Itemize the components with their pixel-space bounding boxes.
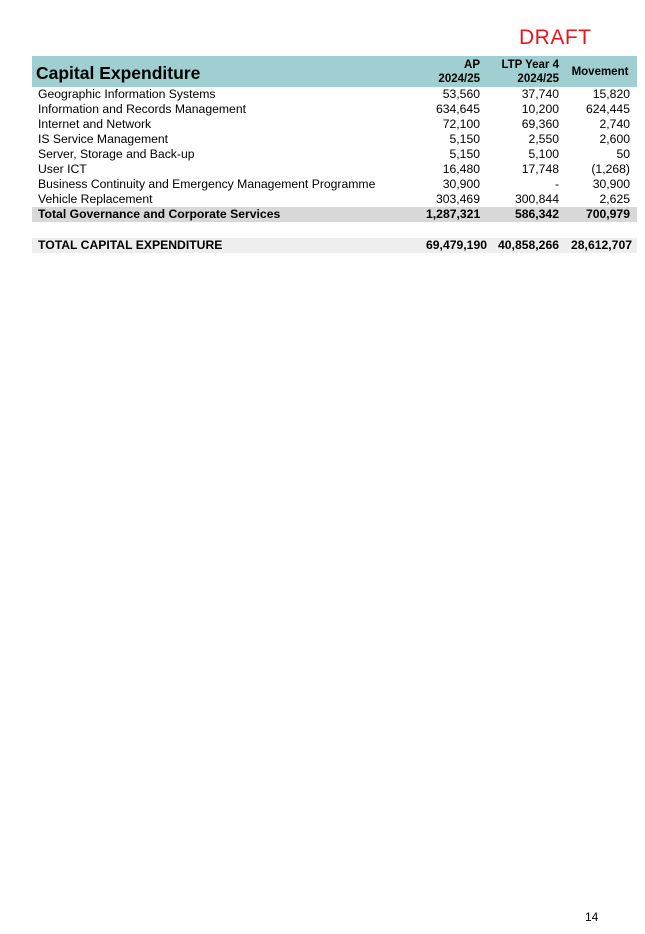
table-row: [32, 147, 637, 162]
row-label: User ICT: [38, 162, 87, 176]
table-row: [32, 192, 637, 207]
row-movement-value: 2,740: [599, 117, 630, 131]
row-movement-value: (1,268): [591, 162, 630, 176]
row-label: Vehicle Replacement: [38, 192, 153, 206]
grand-total-row: [32, 238, 637, 253]
draft-watermark: DRAFT: [519, 26, 592, 49]
row-ap-value: 16,480: [442, 162, 480, 176]
row-movement-value: 624,445: [585, 102, 630, 116]
grand-total-movement-value: 28,612,707: [565, 238, 637, 253]
row-label: Server, Storage and Back-up: [38, 147, 195, 161]
table-header-row: [32, 56, 637, 87]
row-ltp-value: -: [554, 177, 559, 191]
row-ap-value: 72,100: [442, 117, 480, 131]
row-label: Information and Records Management: [38, 102, 246, 116]
row-ap-value: 53,560: [442, 87, 480, 101]
grand-total-label: TOTAL CAPITAL EXPENDITURE: [32, 238, 420, 253]
column-header-ltp: LTP Year 4 2024/25: [486, 56, 565, 87]
table-title: Capital Expenditure: [32, 56, 420, 87]
grand-total-ltp-value: 40,858,266: [486, 238, 565, 253]
table-row: [32, 177, 637, 192]
subtotal-movement-value: 700,979: [565, 207, 637, 222]
column-header-ap: AP 2024/25: [420, 56, 486, 87]
subtotal-row: [32, 207, 637, 222]
row-movement-value: 50: [616, 147, 630, 161]
table-row: [32, 117, 637, 132]
column-header-movement: Movement: [565, 56, 637, 87]
capital-expenditure-table: [32, 56, 637, 253]
row-ltp-value: 5,100: [528, 147, 559, 161]
subtotal-ltp-value: 586,342: [486, 207, 565, 222]
row-ltp-value: 69,360: [521, 117, 559, 131]
row-movement-value: 2,600: [599, 132, 630, 146]
row-ltp-value: 300,844: [514, 192, 559, 206]
row-movement-value: 2,625: [599, 192, 630, 206]
page-number: 14: [585, 910, 599, 924]
row-movement-value: 15,820: [592, 87, 630, 101]
row-movement-value: 30,900: [592, 177, 630, 191]
table-row: [32, 162, 637, 177]
row-label: Internet and Network: [38, 117, 152, 131]
row-ap-value: 5,150: [449, 132, 480, 146]
row-ap-value: 30,900: [442, 177, 480, 191]
row-ltp-value: 17,748: [521, 162, 559, 176]
grand-total-ap-value: 69,479,190: [420, 238, 486, 253]
row-label: IS Service Management: [38, 132, 169, 146]
row-ap-value: 303,469: [435, 192, 480, 206]
row-ltp-value: 10,200: [521, 102, 559, 116]
table-row: [32, 102, 637, 117]
row-label: Geographic Information Systems: [38, 87, 216, 101]
row-label: Business Continuity and Emergency Management Programme: [38, 177, 376, 191]
table-row: [32, 87, 637, 102]
row-ltp-value: 2,550: [528, 132, 559, 146]
subtotal-label: Total Governance and Corporate Services: [32, 207, 420, 222]
table-row: [32, 132, 637, 147]
spacer-row: [32, 222, 637, 238]
row-ap-value: 5,150: [449, 147, 480, 161]
row-ap-value: 634,645: [435, 102, 480, 116]
row-ltp-value: 37,740: [521, 87, 559, 101]
subtotal-ap-value: 1,287,321: [420, 207, 486, 222]
